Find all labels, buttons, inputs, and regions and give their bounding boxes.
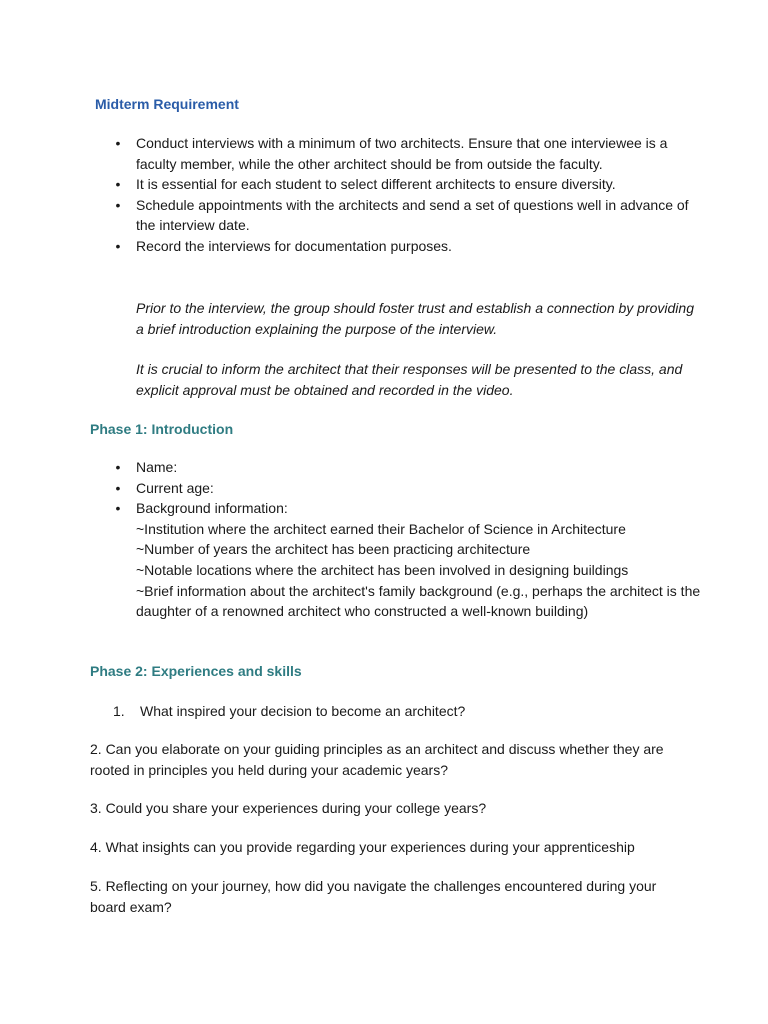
question-number: 1. — [113, 703, 125, 719]
bullet-icon: • — [115, 479, 121, 496]
bullet-icon: • — [115, 459, 121, 475]
list-item: • Schedule appointments with the architects and send a set of questions well in advance of the interview date. — [113, 195, 703, 236]
bullet-icon: • — [115, 176, 121, 193]
bullet-icon: • — [115, 135, 121, 151]
background-item-family: ~Brief information about the architect's family background (e.g., perhaps the architect is the daughter of a renowned architect who constructed a well-known building) — [136, 582, 701, 620]
question-text: What inspired your decision to become an architect? — [140, 703, 466, 719]
list-item: • It is essential for each student to select different architects to ensure diversity. — [113, 174, 703, 195]
midterm-note-trust: Prior to the interview, the group should foster trust and establish a connection by providing a brief introduction explaining the purpose of the interview. — [136, 300, 694, 337]
midterm-note-approval: It is crucial to inform the architect that their responses will be presented to the class, and explicit approval must be obtained and recorded in the video. — [136, 361, 683, 398]
list-item: • Current age: — [113, 478, 703, 499]
background-item-locations: ~Notable locations where the architect has been involved in designing buildings — [136, 561, 629, 578]
midterm-bullet-list — [113, 133, 703, 257]
list-item: • Background information: ~Institution where the architect earned their Bachelor of Science in Architecture ~Number of years the architect has been practicing architecture ~Notable locations where the architect has been involved in designing buildings ~Brief information about the architect's family background (e.g., perhaps the architect is the daughter of a renowned architect who constructed a well-known building) — [113, 498, 703, 622]
list-item: • Record the interviews for documentation purposes. — [113, 236, 703, 257]
question-5: 5. Reflecting on your journey, how did you navigate the challenges encountered during your board exam? — [90, 878, 657, 915]
background-item-institution: ~Institution where the architect earned their Bachelor of Science in Architecture — [136, 520, 626, 537]
bullet-icon: • — [115, 500, 121, 517]
question-2: 2. Can you elaborate on your guiding principles as an architect and discuss whether they are rooted in principles you held during your academic years? — [90, 741, 664, 778]
phase2-heading: Phase 2: Experiences and skills — [90, 663, 302, 679]
midterm-heading: Midterm Requirement — [95, 96, 239, 112]
question-4: 4. What insights can you provide regarding your experiences during your apprenticeship — [90, 839, 635, 855]
list-item: • Conduct interviews with a minimum of two architects. Ensure that one interviewee is a faculty member, while the other architect should be from outside the faculty. — [113, 133, 703, 174]
question-3: 3. Could you share your experiences during your college years? — [90, 800, 487, 816]
bullet-icon: • — [115, 196, 121, 213]
question-1 — [113, 701, 465, 721]
phase1-heading: Phase 1: Introduction — [90, 421, 234, 437]
background-item-years: ~Number of years the architect has been practicing architecture — [136, 541, 531, 558]
list-item: • Name: — [113, 457, 703, 478]
phase1-bullet-list — [113, 457, 703, 622]
bullet-icon: • — [115, 237, 121, 254]
